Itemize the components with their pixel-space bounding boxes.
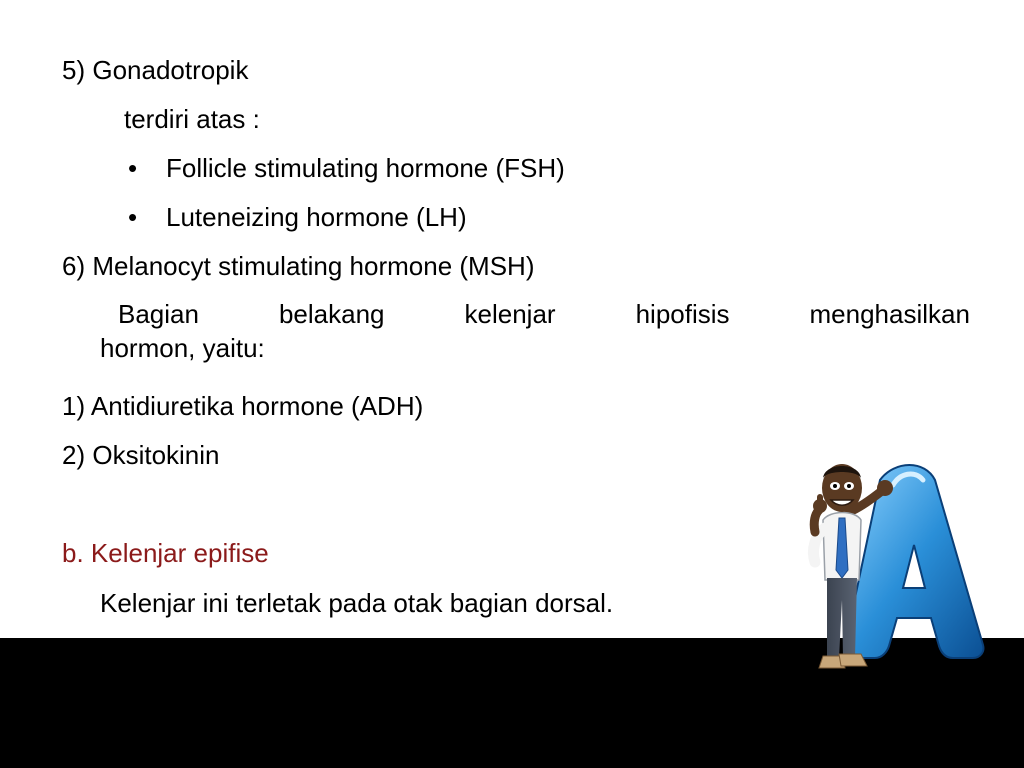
sub-heading-terdiri xyxy=(124,103,260,135)
list-item-text: 6) Melanocyt stimulating hormone (MSH) xyxy=(62,251,535,281)
bullet-text: Luteneizing hormone (LH) xyxy=(166,202,467,232)
paragraph-word: menghasilkan xyxy=(809,299,970,329)
bullet-item-lh xyxy=(128,201,467,233)
list-item-text: 1) Antidiuretika hormone (ADH) xyxy=(62,391,424,421)
paragraph-word: hipofisis xyxy=(635,299,730,329)
paragraph-word: belakang xyxy=(278,299,385,329)
section-text: Kelenjar ini terletak pada otak bagian dorsal. xyxy=(100,588,614,618)
list-item-adh xyxy=(62,390,423,422)
bullet-item-fsh xyxy=(128,152,565,184)
list-item-gonadotropik xyxy=(62,54,248,86)
paragraph-word: kelenjar xyxy=(464,299,556,329)
man-leaning-on-letter-a-icon xyxy=(785,440,990,695)
bullet-text: Follicle stimulating hormone (FSH) xyxy=(166,153,565,183)
list-item-text: 5) Gonadotropik xyxy=(62,55,249,85)
paragraph-posterior-pituitary xyxy=(62,297,970,365)
list-item-text: terdiri atas : xyxy=(124,104,260,134)
bullet-icon: • xyxy=(128,202,138,232)
section-heading: b. Kelenjar epifise xyxy=(62,538,269,568)
paragraph-line-1 xyxy=(62,297,970,331)
list-item-oksitokinin xyxy=(62,439,220,471)
paragraph-word: Bagian xyxy=(118,299,199,329)
list-item-msh xyxy=(62,250,535,282)
list-item-text: 2) Oksitokinin xyxy=(62,440,220,470)
bullet-icon: • xyxy=(128,153,138,183)
paragraph-line-2: hormon, yaitu: xyxy=(100,333,265,363)
